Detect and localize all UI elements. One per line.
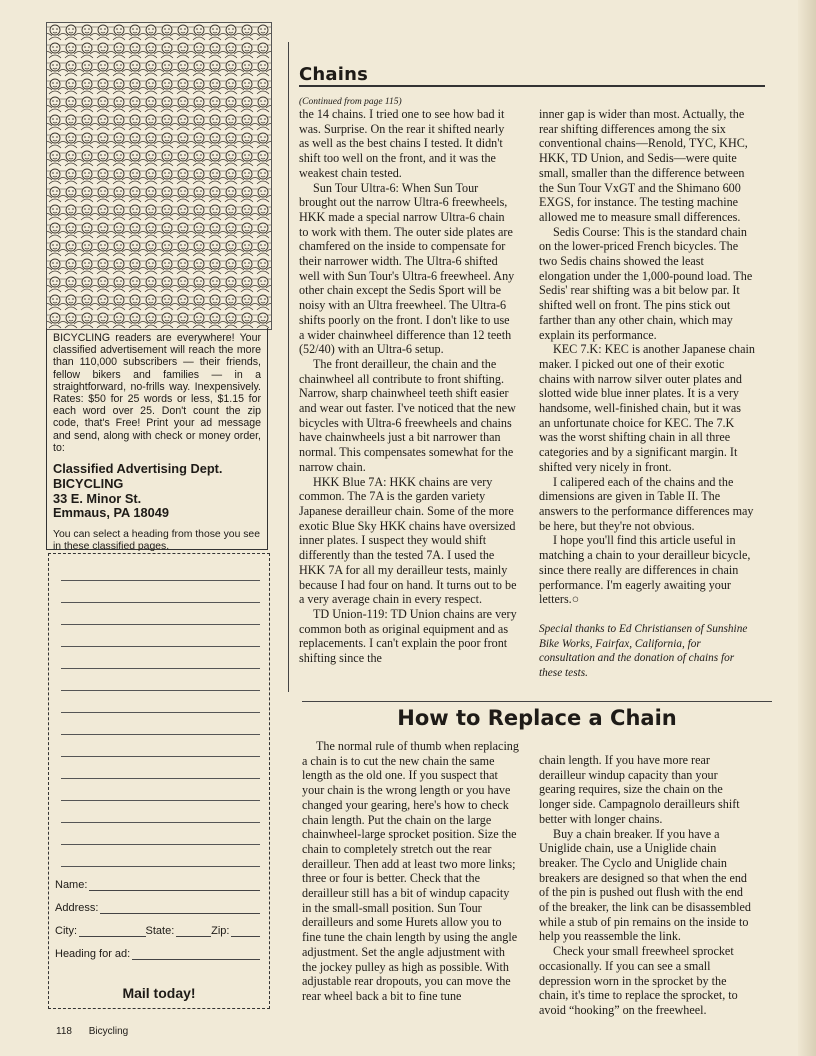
classified-info-box bbox=[46, 328, 268, 553]
classified-rates-text: BICYCLING readers are everywhere! Your classified advertisement will reach the more than 110,000 subscribers — their friends, fellow bikers and families — in a straightforward, no-frills way. Inexpensively. Rates: $50 for 25 words or less, $1.15 for each word over 25. Don't count the zip code, that's Free! Print your ad message and send, along with check or money order, to: bbox=[53, 332, 261, 454]
paragraph: The front derailleur, the chain and the chainwheel all contribute to front shifting. Narrow, sharp chainwheel teeth shift easier and wear out faster. I've noticed that the new bicycles with Ultra-6 freewheels and chains have chainwheels just a bit narrower than normal. This compensates somewhat for the narrow chain. bbox=[299, 356, 516, 474]
title-rule bbox=[299, 85, 765, 87]
state-label: State: bbox=[145, 925, 175, 937]
crowd-drawing-icon bbox=[47, 23, 271, 329]
magazine-name: Bicycling bbox=[88, 1026, 129, 1037]
ad-text-line[interactable] bbox=[61, 690, 260, 691]
name-field[interactable] bbox=[55, 879, 260, 891]
sidebar-column-1 bbox=[302, 739, 520, 1004]
mail-today-label: Mail today! bbox=[122, 985, 196, 1001]
sidebar-column-2 bbox=[539, 753, 755, 1018]
ad-text-line[interactable] bbox=[61, 646, 260, 647]
ad-text-line[interactable] bbox=[61, 844, 260, 845]
paragraph: KEC 7.K: KEC is another Japanese chain maker. I picked out one of their exotic chains with narrow silver outer plates and slotted wide blue inner plates. It is a very handsome, well-finished chain, but it was an unfortunate choice for KEC. The 7.K was the worst shifting chain in all three categories and by a significant margin. It shifted very nicely in front. bbox=[539, 342, 755, 474]
paragraph: inner gap is wider than most. Actually, the rear shifting differences among the six conventional chains—Renold, TYC, KHC, HKK, TD Union, and Sedis—were quite small, smaller than the difference between the Sun Tour VxGT and the Shimano 600 EXGS, for instance. The testing machine allowed me to measure small differences. bbox=[539, 107, 748, 224]
classified-address bbox=[53, 462, 261, 521]
name-label: Name: bbox=[55, 879, 88, 891]
article-column-2 bbox=[539, 107, 755, 681]
address-line: Emmaus, PA 18049 bbox=[53, 505, 169, 521]
page-footer bbox=[56, 1026, 142, 1037]
address-line: Classified Advertising Dept. bbox=[53, 461, 223, 477]
heading-field[interactable] bbox=[55, 948, 260, 960]
ad-text-line[interactable] bbox=[61, 712, 260, 713]
ad-text-line[interactable] bbox=[61, 602, 260, 603]
paragraph: the 14 chains. I tried one to see how bad it was. Surprise. On the rear it shifted nearly as well as the best chains I tested. It didn't shift too well on the front, and it was the weakest chain tested. bbox=[299, 107, 505, 180]
ad-text-line[interactable] bbox=[61, 580, 260, 581]
paragraph: TD Union-119: TD Union chains are very common both as original equipment and as replacements. I can't explain the poor front shifting since the bbox=[299, 606, 517, 666]
page-spine-shadow bbox=[798, 0, 816, 1056]
column-divider bbox=[288, 42, 289, 692]
ad-text-line[interactable] bbox=[61, 734, 260, 735]
paragraph: Sun Tour Ultra-6: When Sun Tour brought out the narrow Ultra-6 freewheels, HKK made a special narrow Ultra-6 chain to work with them. The outer side plates are chamfered on the inside to compensate for their narrower width. The Ultra-6 shifted well with Sun Tour's Ultra-6 freewheel. Any other chain except the Sedis Sport will be noisy with an Ultra freewheel. The Ultra-6 shifts poorly on the front. I don't like to use a wider chainwheel difference than 12 teeth (52/40) with an Ultra-6 setup. bbox=[299, 180, 515, 357]
address-label: Address: bbox=[55, 902, 99, 914]
address-line: BICYCLING bbox=[53, 475, 124, 491]
paragraph: The normal rule of thumb when replacing a chain is to cut the new chain the same length as the old one. If you suspect that your chain is the wrong length or you have changed your gearing, here's how to check chain length. Put the chain on the large chainwheel-large sprocket position. Size the chain to completely stretch out the rear derailleur. Then add at least two more links; three or four is better. Check that the derailleur still has a bit of windup capacity in the small-small position. Sun Tour derailleurs and some Hurets allow you to fine tune the chain length by using the angle adjustment. Set the angle adjustment with the jockey pulley as high as possible. With adjustable rear dropouts, you can move the rear wheel back a bit to fine tune bbox=[302, 739, 519, 1003]
paragraph: HKK Blue 7A: HKK chains are very common. The 7A is the garden variety Japanese derailleur chain. Some of the more exotic Blue Sky HKK chains have oversized inner plates. I suspect they would shift differently than the tested 7A. I used the HKK 7A for all my derailleur tests, mainly because I had four on hand. It turns out to be a very average chain in every respect. bbox=[299, 474, 517, 607]
heading-note: You can select a heading from those you see in these classified pages. bbox=[53, 529, 260, 553]
paragraph: Check your small freewheel sprocket occasionally. If you can see a small depression worn in the sprocket by the chain, it's time to replace the sprocket, to avoid “hooking” on the freewheel. bbox=[539, 944, 738, 1017]
address-line: 33 E. Minor St. bbox=[53, 490, 142, 506]
paragraph: Sedis Course: This is the standard chain on the lower-priced French bicycles. The two Sedis chains showed the least elongation under the 1,000-pound load. The Sedis' rear shifting was a bit below par. It shifted well on front. The pins stick out farther than any other chain, which may explain its performance. bbox=[539, 224, 753, 342]
paragraph: I calipered each of the chains and the dimensions are given in Table II. The answers to the performance differences may be here, but they're not obvious. bbox=[539, 474, 754, 533]
ad-text-line[interactable] bbox=[61, 756, 260, 757]
article-column-1 bbox=[299, 107, 517, 666]
paragraph: I hope you'll find this article useful in matching a chain to your derailleur bicycle, since there really are differences in chain performance. I'm eagerly awaiting your letters.○ bbox=[539, 533, 751, 607]
paragraph: Buy a chain breaker. If you have a Uniglide chain, use a Uniglide chain breaker. The Cyclo and Uniglide chain breakers are designed so that when the end of the pin is pushed out flush with the end of the breaker, the link can be disassembled while a stub of pin remains on the inside to help you reassemble the link. bbox=[539, 826, 751, 944]
page-number: 118 bbox=[56, 1026, 72, 1037]
city-label: City: bbox=[55, 925, 77, 937]
article-title: Chains bbox=[299, 64, 369, 85]
ad-text-line[interactable] bbox=[61, 866, 260, 867]
city-state-zip-field[interactable] bbox=[55, 925, 260, 937]
ad-text-line[interactable] bbox=[61, 778, 260, 779]
acknowledgement: Special thanks to Ed Christiansen of Sunshine Bike Works, Fairfax, California, for consultation and the donation of chains for these tests. bbox=[539, 622, 748, 680]
ad-text-line[interactable] bbox=[61, 800, 260, 801]
ad-text-line[interactable] bbox=[61, 668, 260, 669]
ad-text-line[interactable] bbox=[61, 822, 260, 823]
crowd-illustration bbox=[46, 22, 272, 330]
classified-coupon-form bbox=[48, 553, 270, 1009]
address-field[interactable] bbox=[55, 902, 260, 914]
sidebar-title: How to Replace a Chain bbox=[397, 706, 677, 730]
paragraph: chain length. If you have more rear derailleur windup capacity than your gearing requires, size the chain on the longer side. Campagnolo derailleurs shift better with longer chains. bbox=[539, 753, 740, 826]
heading-label: Heading for ad: bbox=[55, 948, 131, 960]
continued-note: (Continued from page 115) bbox=[299, 97, 402, 107]
zip-label: Zip: bbox=[211, 925, 230, 937]
ad-text-line[interactable] bbox=[61, 624, 260, 625]
section-rule bbox=[302, 701, 772, 702]
